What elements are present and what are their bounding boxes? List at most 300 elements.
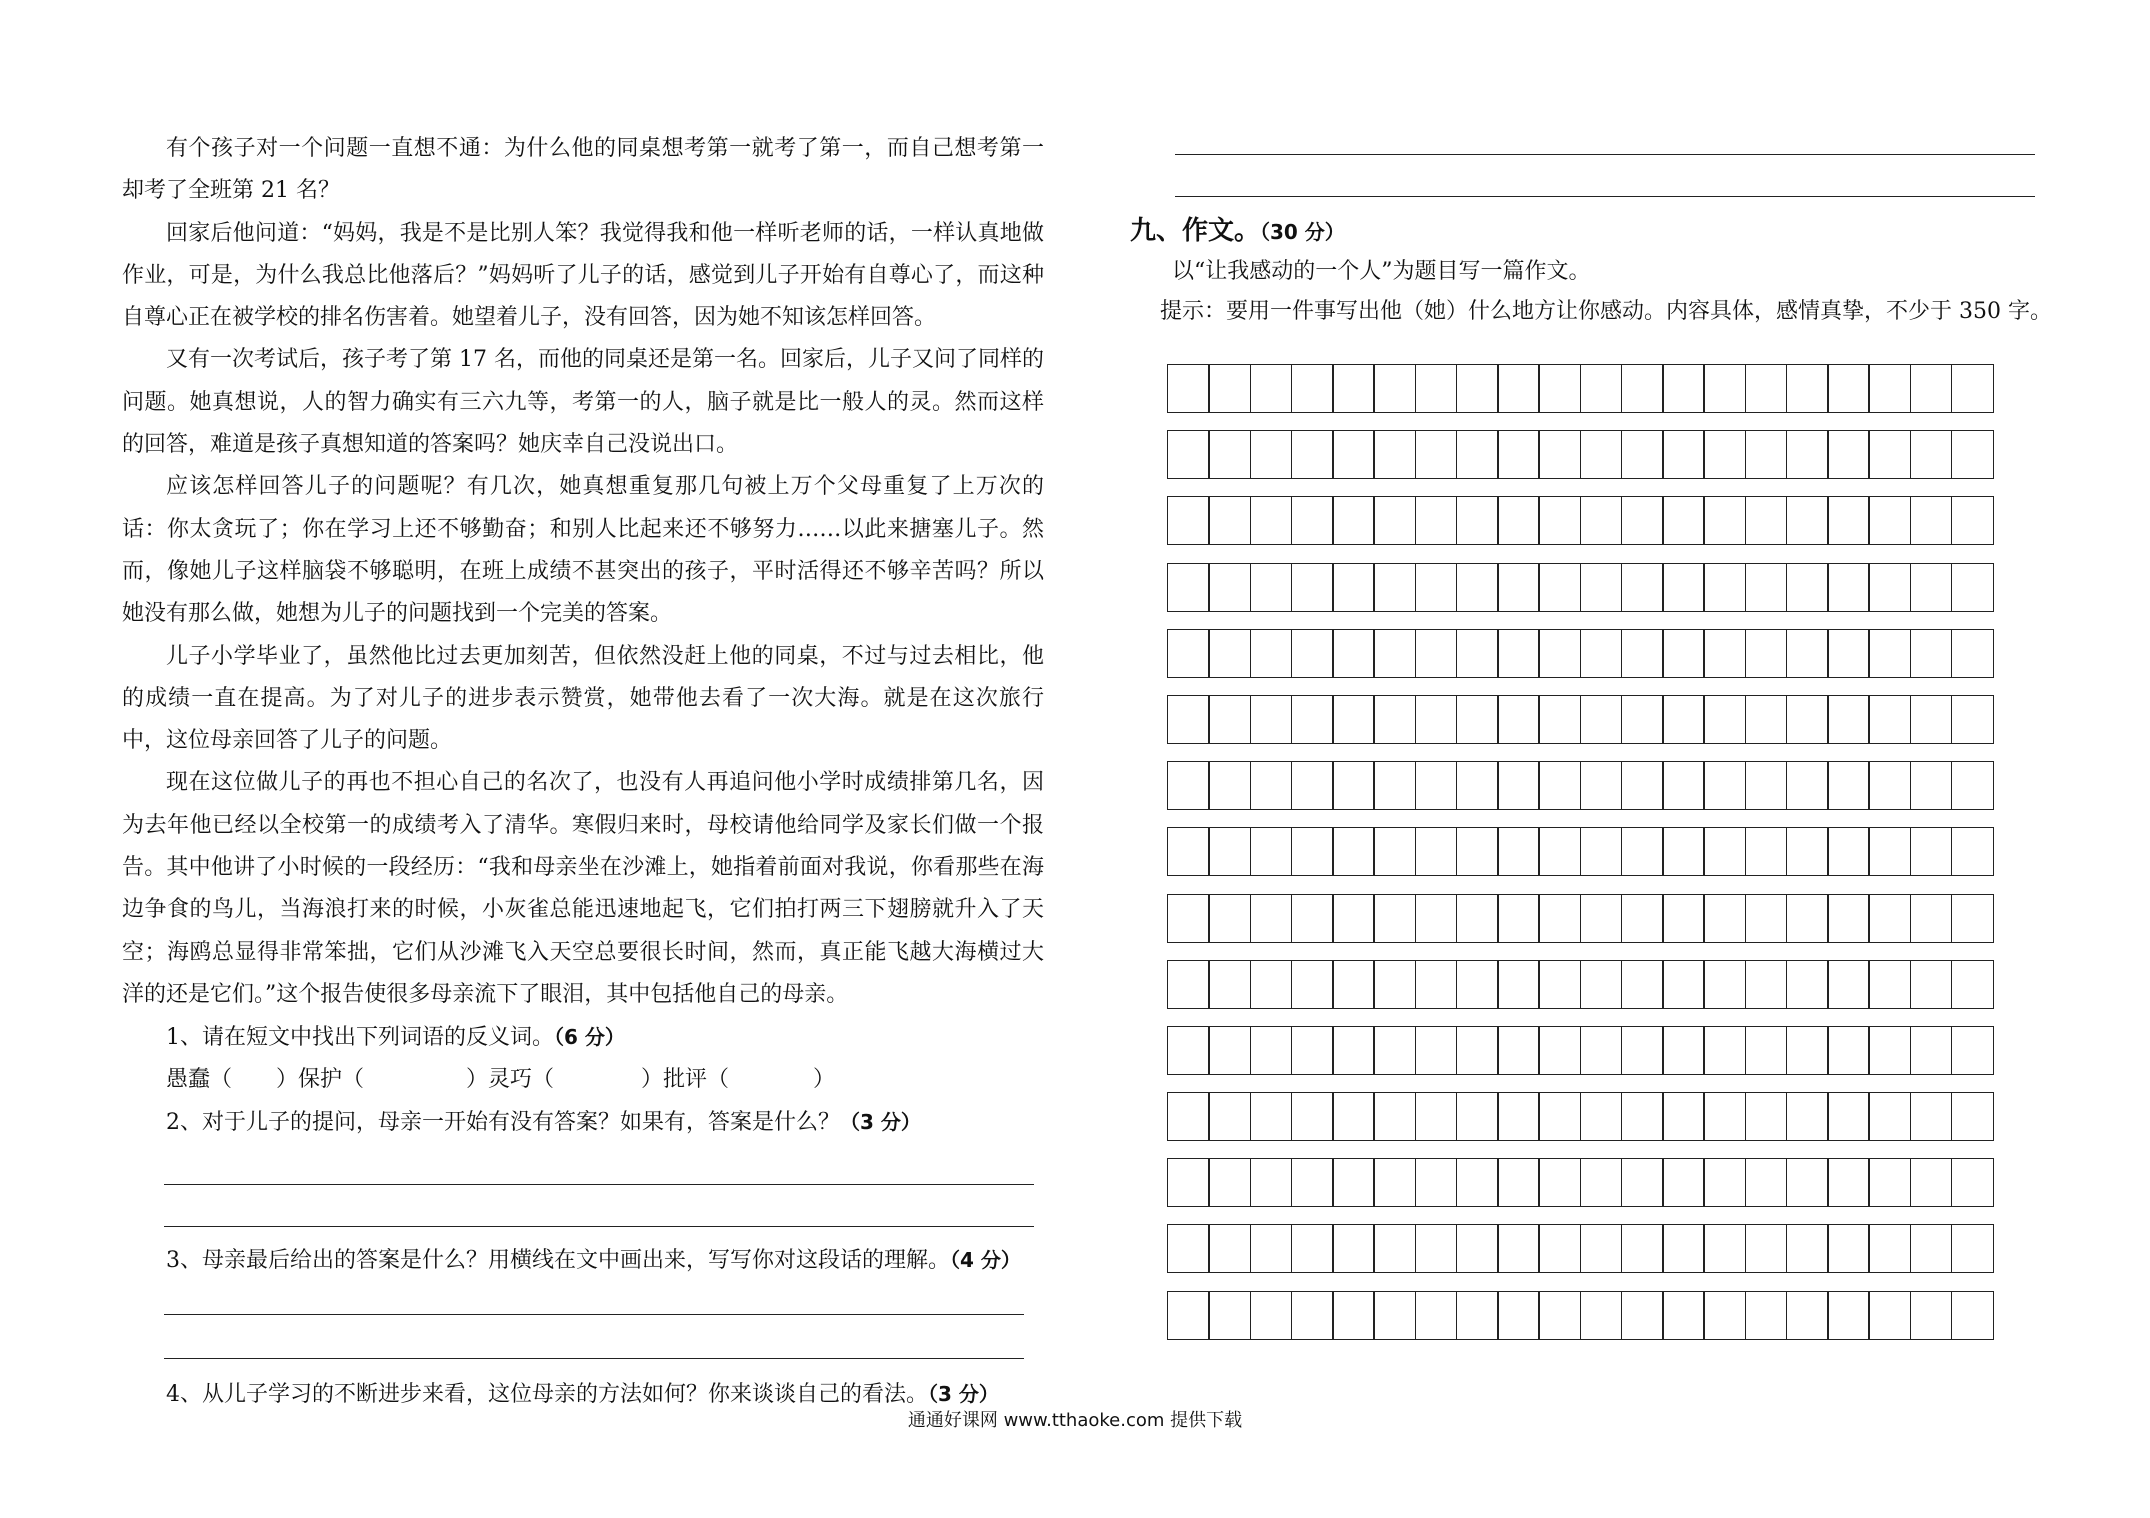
grid-cell[interactable] xyxy=(1745,1026,1788,1075)
grid-cell[interactable] xyxy=(1208,1092,1251,1141)
grid-cell[interactable] xyxy=(1538,1224,1581,1273)
grid-cell[interactable] xyxy=(1497,1291,1540,1340)
grid-cell[interactable] xyxy=(1786,1224,1829,1273)
grid-cell[interactable] xyxy=(1662,364,1705,413)
grid-cell[interactable] xyxy=(1868,563,1911,612)
grid-cell[interactable] xyxy=(1415,430,1458,479)
grid-cell[interactable] xyxy=(1291,629,1334,678)
grid-cell[interactable] xyxy=(1703,827,1746,876)
grid-cell[interactable] xyxy=(1208,1224,1251,1273)
grid-cell[interactable] xyxy=(1868,1158,1911,1207)
grid-cell[interactable] xyxy=(1538,629,1581,678)
grid-cell[interactable] xyxy=(1910,1026,1953,1075)
grid-cell[interactable] xyxy=(1703,430,1746,479)
grid-cell[interactable] xyxy=(1745,960,1788,1009)
grid-cell[interactable] xyxy=(1621,1026,1664,1075)
grid-cell[interactable] xyxy=(1827,1026,1870,1075)
grid-cell[interactable] xyxy=(1250,563,1293,612)
grid-cell[interactable] xyxy=(1415,629,1458,678)
grid-cell[interactable] xyxy=(1703,364,1746,413)
grid-cell[interactable] xyxy=(1538,827,1581,876)
grid-cell[interactable] xyxy=(1745,761,1788,810)
grid-cell[interactable] xyxy=(1827,827,1870,876)
grid-cell[interactable] xyxy=(1250,1224,1293,1273)
grid-cell[interactable] xyxy=(1332,1092,1375,1141)
grid-cell[interactable] xyxy=(1250,1291,1293,1340)
grid-cell[interactable] xyxy=(1291,761,1334,810)
grid-cell[interactable] xyxy=(1621,496,1664,545)
grid-cell[interactable] xyxy=(1291,563,1334,612)
grid-cell[interactable] xyxy=(1208,960,1251,1009)
grid-cell[interactable] xyxy=(1786,364,1829,413)
grid-cell[interactable] xyxy=(1538,430,1581,479)
grid-cell[interactable] xyxy=(1703,629,1746,678)
grid-cell[interactable] xyxy=(1373,1158,1416,1207)
grid-cell[interactable] xyxy=(1332,1291,1375,1340)
grid-cell[interactable] xyxy=(1745,430,1788,479)
grid-cell[interactable] xyxy=(1456,1092,1499,1141)
grid-cell[interactable] xyxy=(1703,1026,1746,1075)
grid-cell[interactable] xyxy=(1786,894,1829,943)
grid-cell[interactable] xyxy=(1291,1224,1334,1273)
grid-cell[interactable] xyxy=(1415,364,1458,413)
grid-cell[interactable] xyxy=(1951,430,1994,479)
grid-cell[interactable] xyxy=(1373,1092,1416,1141)
grid-cell[interactable] xyxy=(1621,1291,1664,1340)
grid-cell[interactable] xyxy=(1827,563,1870,612)
grid-cell[interactable] xyxy=(1868,1092,1911,1141)
grid-cell[interactable] xyxy=(1250,1092,1293,1141)
grid-cell[interactable] xyxy=(1456,563,1499,612)
grid-cell[interactable] xyxy=(1456,364,1499,413)
grid-cell[interactable] xyxy=(1332,695,1375,744)
grid-cell[interactable] xyxy=(1745,629,1788,678)
grid-cell[interactable] xyxy=(1745,1224,1788,1273)
grid-cell[interactable] xyxy=(1208,1158,1251,1207)
grid-cell[interactable] xyxy=(1332,1224,1375,1273)
grid-cell[interactable] xyxy=(1910,629,1953,678)
grid-cell[interactable] xyxy=(1167,364,1210,413)
grid-cell[interactable] xyxy=(1538,1026,1581,1075)
grid-cell[interactable] xyxy=(1868,695,1911,744)
grid-cell[interactable] xyxy=(1250,894,1293,943)
grid-cell[interactable] xyxy=(1662,629,1705,678)
grid-cell[interactable] xyxy=(1827,629,1870,678)
grid-cell[interactable] xyxy=(1208,1291,1251,1340)
grid-cell[interactable] xyxy=(1497,629,1540,678)
grid-cell[interactable] xyxy=(1497,364,1540,413)
grid-cell[interactable] xyxy=(1662,496,1705,545)
grid-cell[interactable] xyxy=(1786,496,1829,545)
grid-cell[interactable] xyxy=(1703,1224,1746,1273)
grid-cell[interactable] xyxy=(1745,827,1788,876)
grid-cell[interactable] xyxy=(1910,364,1953,413)
grid-cell[interactable] xyxy=(1415,695,1458,744)
grid-cell[interactable] xyxy=(1538,761,1581,810)
grid-cell[interactable] xyxy=(1951,1158,1994,1207)
grid-cell[interactable] xyxy=(1250,430,1293,479)
grid-cell[interactable] xyxy=(1745,894,1788,943)
grid-cell[interactable] xyxy=(1703,1158,1746,1207)
grid-cell[interactable] xyxy=(1745,1158,1788,1207)
grid-cell[interactable] xyxy=(1167,1291,1210,1340)
grid-cell[interactable] xyxy=(1332,364,1375,413)
grid-cell[interactable] xyxy=(1208,1026,1251,1075)
grid-cell[interactable] xyxy=(1167,1158,1210,1207)
grid-cell[interactable] xyxy=(1456,827,1499,876)
grid-cell[interactable] xyxy=(1415,1026,1458,1075)
grid-cell[interactable] xyxy=(1497,1026,1540,1075)
grid-cell[interactable] xyxy=(1167,894,1210,943)
grid-cell[interactable] xyxy=(1208,430,1251,479)
grid-cell[interactable] xyxy=(1456,894,1499,943)
grid-cell[interactable] xyxy=(1332,496,1375,545)
grid-cell[interactable] xyxy=(1538,496,1581,545)
grid-cell[interactable] xyxy=(1332,960,1375,1009)
grid-cell[interactable] xyxy=(1951,1224,1994,1273)
grid-cell[interactable] xyxy=(1580,430,1623,479)
grid-cell[interactable] xyxy=(1456,430,1499,479)
grid-cell[interactable] xyxy=(1291,1092,1334,1141)
grid-cell[interactable] xyxy=(1662,761,1705,810)
grid-cell[interactable] xyxy=(1167,827,1210,876)
grid-cell[interactable] xyxy=(1951,1291,1994,1340)
grid-cell[interactable] xyxy=(1167,563,1210,612)
grid-cell[interactable] xyxy=(1827,430,1870,479)
grid-cell[interactable] xyxy=(1745,364,1788,413)
grid-cell[interactable] xyxy=(1538,1158,1581,1207)
grid-cell[interactable] xyxy=(1456,629,1499,678)
grid-cell[interactable] xyxy=(1910,1224,1953,1273)
grid-cell[interactable] xyxy=(1250,960,1293,1009)
grid-cell[interactable] xyxy=(1951,629,1994,678)
grid-cell[interactable] xyxy=(1910,563,1953,612)
grid-cell[interactable] xyxy=(1580,827,1623,876)
grid-cell[interactable] xyxy=(1827,1291,1870,1340)
grid-cell[interactable] xyxy=(1373,1026,1416,1075)
grid-cell[interactable] xyxy=(1373,1291,1416,1340)
grid-cell[interactable] xyxy=(1538,1092,1581,1141)
grid-cell[interactable] xyxy=(1827,1224,1870,1273)
grid-cell[interactable] xyxy=(1291,695,1334,744)
grid-cell[interactable] xyxy=(1580,563,1623,612)
grid-cell[interactable] xyxy=(1621,364,1664,413)
grid-cell[interactable] xyxy=(1167,1092,1210,1141)
grid-cell[interactable] xyxy=(1910,827,1953,876)
grid-cell[interactable] xyxy=(1497,894,1540,943)
grid-cell[interactable] xyxy=(1373,629,1416,678)
grid-cell[interactable] xyxy=(1910,960,1953,1009)
grid-cell[interactable] xyxy=(1208,563,1251,612)
grid-cell[interactable] xyxy=(1250,1158,1293,1207)
grid-cell[interactable] xyxy=(1827,1092,1870,1141)
grid-cell[interactable] xyxy=(1332,629,1375,678)
grid-cell[interactable] xyxy=(1786,1026,1829,1075)
grid-cell[interactable] xyxy=(1373,1224,1416,1273)
grid-cell[interactable] xyxy=(1827,960,1870,1009)
grid-cell[interactable] xyxy=(1332,1158,1375,1207)
grid-cell[interactable] xyxy=(1580,496,1623,545)
grid-cell[interactable] xyxy=(1497,960,1540,1009)
grid-cell[interactable] xyxy=(1827,761,1870,810)
grid-cell[interactable] xyxy=(1167,496,1210,545)
grid-cell[interactable] xyxy=(1703,695,1746,744)
grid-cell[interactable] xyxy=(1621,761,1664,810)
grid-cell[interactable] xyxy=(1827,1158,1870,1207)
grid-cell[interactable] xyxy=(1910,496,1953,545)
grid-cell[interactable] xyxy=(1621,1224,1664,1273)
grid-cell[interactable] xyxy=(1580,894,1623,943)
grid-cell[interactable] xyxy=(1703,894,1746,943)
grid-cell[interactable] xyxy=(1167,430,1210,479)
grid-cell[interactable] xyxy=(1538,563,1581,612)
grid-cell[interactable] xyxy=(1662,563,1705,612)
grid-cell[interactable] xyxy=(1456,960,1499,1009)
grid-cell[interactable] xyxy=(1456,496,1499,545)
grid-cell[interactable] xyxy=(1621,960,1664,1009)
grid-cell[interactable] xyxy=(1580,629,1623,678)
grid-cell[interactable] xyxy=(1868,496,1911,545)
grid-cell[interactable] xyxy=(1621,1158,1664,1207)
grid-cell[interactable] xyxy=(1580,695,1623,744)
grid-cell[interactable] xyxy=(1621,894,1664,943)
grid-cell[interactable] xyxy=(1745,1291,1788,1340)
grid-cell[interactable] xyxy=(1497,827,1540,876)
grid-cell[interactable] xyxy=(1827,496,1870,545)
grid-cell[interactable] xyxy=(1415,1158,1458,1207)
grid-cell[interactable] xyxy=(1580,1224,1623,1273)
grid-cell[interactable] xyxy=(1497,430,1540,479)
grid-cell[interactable] xyxy=(1208,761,1251,810)
answer-line[interactable] xyxy=(1175,154,2035,155)
grid-cell[interactable] xyxy=(1703,761,1746,810)
grid-cell[interactable] xyxy=(1662,1224,1705,1273)
grid-cell[interactable] xyxy=(1250,695,1293,744)
grid-cell[interactable] xyxy=(1951,1092,1994,1141)
grid-cell[interactable] xyxy=(1373,761,1416,810)
grid-cell[interactable] xyxy=(1621,430,1664,479)
grid-cell[interactable] xyxy=(1662,894,1705,943)
grid-cell[interactable] xyxy=(1332,563,1375,612)
grid-cell[interactable] xyxy=(1580,364,1623,413)
grid-cell[interactable] xyxy=(1827,894,1870,943)
grid-cell[interactable] xyxy=(1415,894,1458,943)
grid-cell[interactable] xyxy=(1456,1224,1499,1273)
grid-cell[interactable] xyxy=(1786,1158,1829,1207)
grid-cell[interactable] xyxy=(1208,629,1251,678)
grid-cell[interactable] xyxy=(1415,1291,1458,1340)
grid-cell[interactable] xyxy=(1868,894,1911,943)
grid-cell[interactable] xyxy=(1910,1158,1953,1207)
grid-cell[interactable] xyxy=(1167,761,1210,810)
grid-cell[interactable] xyxy=(1951,1026,1994,1075)
grid-cell[interactable] xyxy=(1373,960,1416,1009)
grid-cell[interactable] xyxy=(1538,695,1581,744)
writing-grid[interactable] xyxy=(1167,364,2022,1357)
grid-cell[interactable] xyxy=(1291,496,1334,545)
grid-cell[interactable] xyxy=(1910,1092,1953,1141)
grid-cell[interactable] xyxy=(1208,364,1251,413)
grid-cell[interactable] xyxy=(1827,695,1870,744)
grid-cell[interactable] xyxy=(1703,563,1746,612)
grid-cell[interactable] xyxy=(1951,364,1994,413)
grid-cell[interactable] xyxy=(1662,827,1705,876)
grid-cell[interactable] xyxy=(1332,827,1375,876)
grid-cell[interactable] xyxy=(1291,960,1334,1009)
grid-cell[interactable] xyxy=(1415,827,1458,876)
grid-cell[interactable] xyxy=(1786,960,1829,1009)
grid-cell[interactable] xyxy=(1208,827,1251,876)
grid-cell[interactable] xyxy=(1868,761,1911,810)
grid-cell[interactable] xyxy=(1868,1291,1911,1340)
grid-cell[interactable] xyxy=(1868,1026,1911,1075)
grid-cell[interactable] xyxy=(1497,1092,1540,1141)
grid-cell[interactable] xyxy=(1662,1158,1705,1207)
grid-cell[interactable] xyxy=(1951,960,1994,1009)
grid-cell[interactable] xyxy=(1868,629,1911,678)
grid-cell[interactable] xyxy=(1703,496,1746,545)
grid-cell[interactable] xyxy=(1167,1224,1210,1273)
grid-cell[interactable] xyxy=(1538,894,1581,943)
grid-cell[interactable] xyxy=(1580,1291,1623,1340)
grid-cell[interactable] xyxy=(1373,894,1416,943)
grid-cell[interactable] xyxy=(1951,761,1994,810)
grid-cell[interactable] xyxy=(1415,496,1458,545)
grid-cell[interactable] xyxy=(1415,1224,1458,1273)
grid-cell[interactable] xyxy=(1373,430,1416,479)
grid-cell[interactable] xyxy=(1250,496,1293,545)
grid-cell[interactable] xyxy=(1621,695,1664,744)
grid-cell[interactable] xyxy=(1745,496,1788,545)
grid-cell[interactable] xyxy=(1291,894,1334,943)
grid-cell[interactable] xyxy=(1580,960,1623,1009)
grid-cell[interactable] xyxy=(1827,364,1870,413)
grid-cell[interactable] xyxy=(1373,364,1416,413)
grid-cell[interactable] xyxy=(1786,695,1829,744)
grid-cell[interactable] xyxy=(1415,761,1458,810)
grid-cell[interactable] xyxy=(1373,496,1416,545)
grid-cell[interactable] xyxy=(1456,1026,1499,1075)
grid-cell[interactable] xyxy=(1250,761,1293,810)
grid-cell[interactable] xyxy=(1332,1026,1375,1075)
grid-cell[interactable] xyxy=(1868,1224,1911,1273)
grid-cell[interactable] xyxy=(1745,1092,1788,1141)
grid-cell[interactable] xyxy=(1662,960,1705,1009)
grid-cell[interactable] xyxy=(1538,364,1581,413)
grid-cell[interactable] xyxy=(1662,1092,1705,1141)
grid-cell[interactable] xyxy=(1373,563,1416,612)
grid-cell[interactable] xyxy=(1786,761,1829,810)
grid-cell[interactable] xyxy=(1745,695,1788,744)
grid-cell[interactable] xyxy=(1786,827,1829,876)
grid-cell[interactable] xyxy=(1373,827,1416,876)
grid-cell[interactable] xyxy=(1621,1092,1664,1141)
grid-cell[interactable] xyxy=(1497,496,1540,545)
grid-cell[interactable] xyxy=(1291,1158,1334,1207)
answer-line[interactable] xyxy=(1175,196,2035,197)
grid-cell[interactable] xyxy=(1167,1026,1210,1075)
grid-cell[interactable] xyxy=(1745,563,1788,612)
grid-cell[interactable] xyxy=(1910,894,1953,943)
grid-cell[interactable] xyxy=(1208,894,1251,943)
grid-cell[interactable] xyxy=(1703,1291,1746,1340)
grid-cell[interactable] xyxy=(1291,1291,1334,1340)
grid-cell[interactable] xyxy=(1250,629,1293,678)
grid-cell[interactable] xyxy=(1910,430,1953,479)
grid-cell[interactable] xyxy=(1951,894,1994,943)
grid-cell[interactable] xyxy=(1786,1092,1829,1141)
grid-cell[interactable] xyxy=(1250,364,1293,413)
grid-cell[interactable] xyxy=(1621,629,1664,678)
grid-cell[interactable] xyxy=(1910,761,1953,810)
grid-cell[interactable] xyxy=(1456,695,1499,744)
grid-cell[interactable] xyxy=(1951,496,1994,545)
grid-cell[interactable] xyxy=(1167,695,1210,744)
grid-cell[interactable] xyxy=(1662,1291,1705,1340)
grid-cell[interactable] xyxy=(1415,1092,1458,1141)
grid-cell[interactable] xyxy=(1497,1158,1540,1207)
grid-cell[interactable] xyxy=(1786,430,1829,479)
grid-cell[interactable] xyxy=(1291,430,1334,479)
grid-cell[interactable] xyxy=(1951,827,1994,876)
grid-cell[interactable] xyxy=(1868,960,1911,1009)
grid-cell[interactable] xyxy=(1291,364,1334,413)
grid-cell[interactable] xyxy=(1580,1092,1623,1141)
grid-cell[interactable] xyxy=(1580,1158,1623,1207)
grid-cell[interactable] xyxy=(1662,1026,1705,1075)
grid-cell[interactable] xyxy=(1662,695,1705,744)
grid-cell[interactable] xyxy=(1951,563,1994,612)
grid-cell[interactable] xyxy=(1497,563,1540,612)
grid-cell[interactable] xyxy=(1250,827,1293,876)
grid-cell[interactable] xyxy=(1497,761,1540,810)
grid-cell[interactable] xyxy=(1910,1291,1953,1340)
grid-cell[interactable] xyxy=(1868,364,1911,413)
grid-cell[interactable] xyxy=(1910,695,1953,744)
grid-cell[interactable] xyxy=(1538,960,1581,1009)
grid-cell[interactable] xyxy=(1786,563,1829,612)
grid-cell[interactable] xyxy=(1786,1291,1829,1340)
grid-cell[interactable] xyxy=(1497,1224,1540,1273)
grid-cell[interactable] xyxy=(1415,960,1458,1009)
grid-cell[interactable] xyxy=(1332,430,1375,479)
grid-cell[interactable] xyxy=(1580,761,1623,810)
grid-cell[interactable] xyxy=(1291,827,1334,876)
grid-cell[interactable] xyxy=(1456,1158,1499,1207)
grid-cell[interactable] xyxy=(1662,430,1705,479)
grid-cell[interactable] xyxy=(1621,827,1664,876)
grid-cell[interactable] xyxy=(1951,695,1994,744)
grid-cell[interactable] xyxy=(1703,960,1746,1009)
grid-cell[interactable] xyxy=(1456,1291,1499,1340)
grid-cell[interactable] xyxy=(1167,960,1210,1009)
grid-cell[interactable] xyxy=(1538,1291,1581,1340)
grid-cell[interactable] xyxy=(1703,1092,1746,1141)
grid-cell[interactable] xyxy=(1497,695,1540,744)
grid-cell[interactable] xyxy=(1415,563,1458,612)
grid-cell[interactable] xyxy=(1786,629,1829,678)
grid-cell[interactable] xyxy=(1373,695,1416,744)
grid-cell[interactable] xyxy=(1208,695,1251,744)
grid-cell[interactable] xyxy=(1332,761,1375,810)
grid-cell[interactable] xyxy=(1208,496,1251,545)
grid-cell[interactable] xyxy=(1868,430,1911,479)
grid-cell[interactable] xyxy=(1167,629,1210,678)
grid-cell[interactable] xyxy=(1250,1026,1293,1075)
grid-cell[interactable] xyxy=(1456,761,1499,810)
grid-cell[interactable] xyxy=(1332,894,1375,943)
grid-cell[interactable] xyxy=(1621,563,1664,612)
